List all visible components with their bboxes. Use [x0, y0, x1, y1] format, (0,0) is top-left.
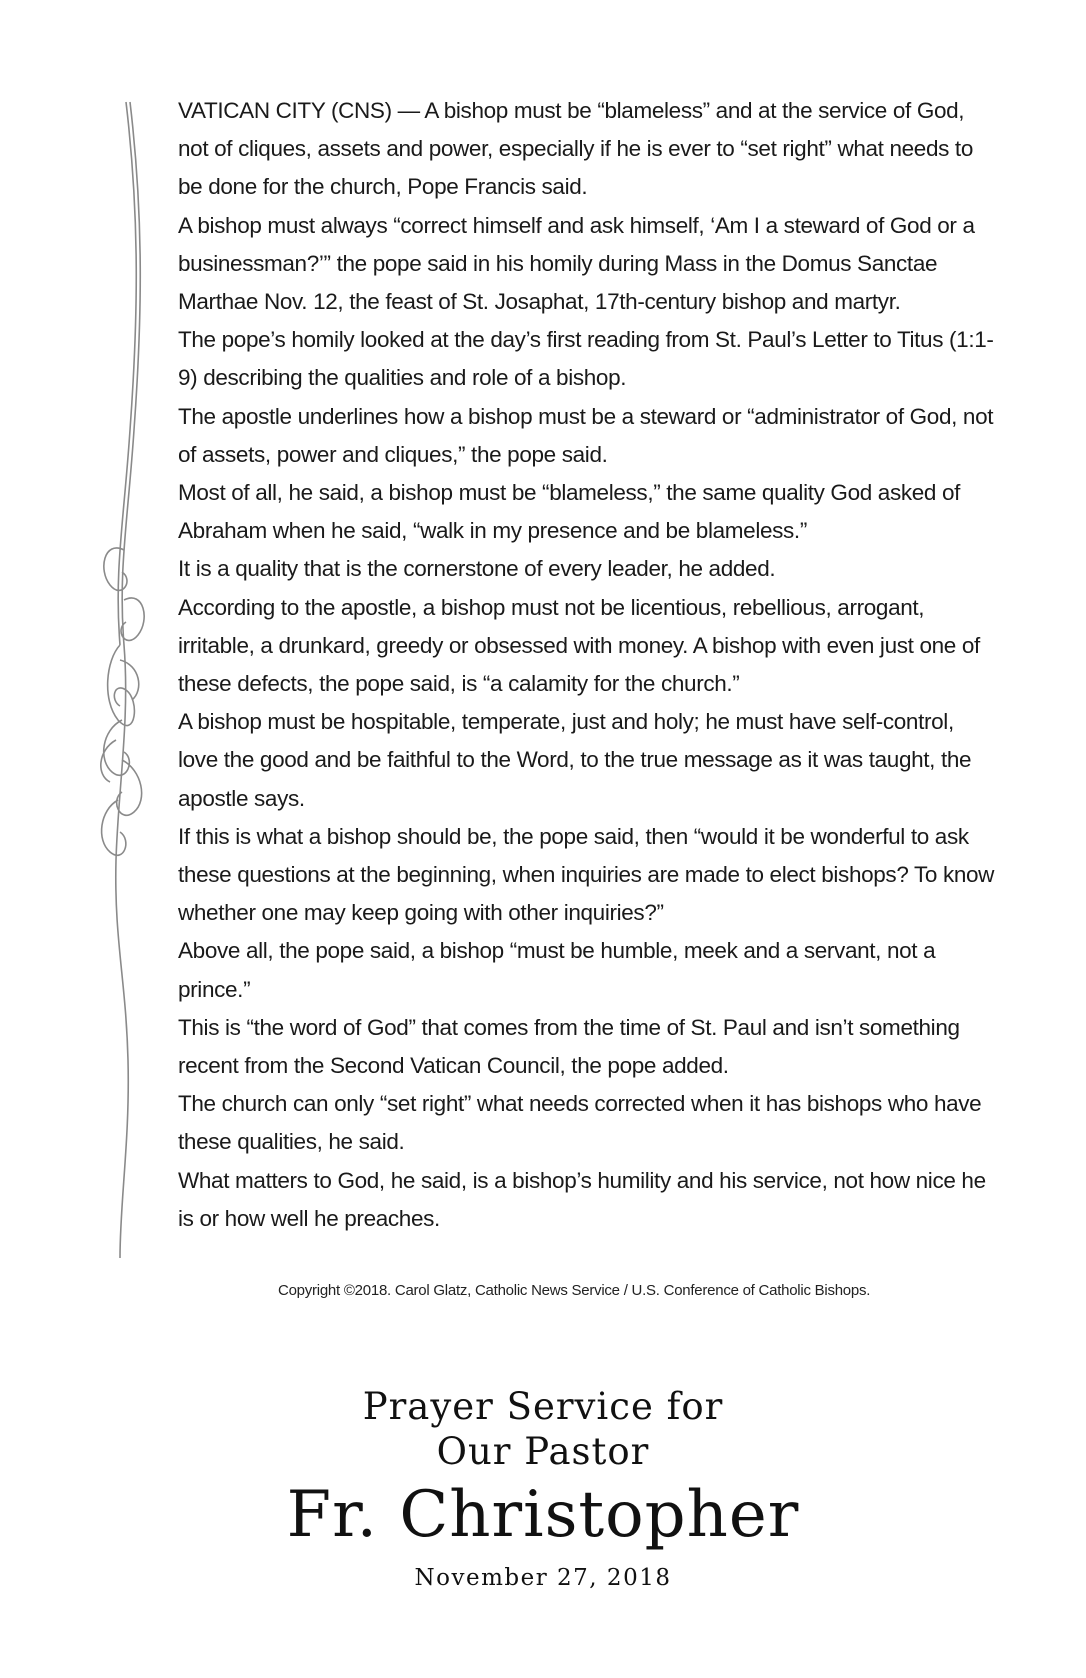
cover-title-line2: Our Pastor [436, 1430, 650, 1473]
pastor-name: Fr. Christopher [286, 1478, 800, 1552]
article-paragraph: This is “the word of God” that comes from the time of St. Paul and isn’t something recent from the Second Vatican Council, the pope added. [178, 1014, 960, 1079]
article-paragraph: VATICAN CITY (CNS) — A bishop must be “blameless” and at the service of God, not of cliques, assets and power, especially if he is ever to “set right” what needs to be done for the church, Pope Francis said. [178, 98, 973, 200]
article-paragraph: Above all, the pope said, a bishop “must be humble, meek and a servant, not a prince.” [178, 938, 936, 1002]
copyright-notice: Copyright ©2018. Carol Glatz, Catholic News Service / U.S. Conference of Catholic Bishops. [278, 1282, 871, 1299]
service-date: November 27, 2018 [414, 1565, 672, 1591]
article-paragraph: Most of all, he said, a bishop must be “blameless,” the same quality God asked of Abraham when he said, “walk in my presence and be blameless.” [178, 480, 961, 544]
article-paragraph: The pope’s homily looked at the day’s first reading from St. Paul’s Letter to Titus (1:1-9) describing the qualities and role of a bishop. [178, 327, 994, 391]
article-paragraph: The church can only “set right” what needs corrected when it has bishops who have these qualities, he said. [178, 1091, 982, 1155]
article-paragraph: It is a quality that is the cornerstone of every leader, he added. [178, 556, 776, 582]
article-paragraph: A bishop must be hospitable, temperate, just and holy; he must have self-control, love the good and be faithful to the Word, to the true message as it was taught, the apostle says. [178, 709, 972, 811]
article-paragraph: A bishop must always “correct himself and ask himself, ‘Am I a steward of God or a businessman?’” the pope said in his homily during Mass in the Domus Sanctae Marthae Nov. 12, the feast of St. Josaphat, 17th-century bishop and martyr. [178, 212, 975, 315]
article-paragraph: The apostle underlines how a bishop must be a steward or “administrator of God, not of assets, power and cliques,” the pope said. [178, 403, 994, 467]
flourish-ornament [96, 100, 152, 1260]
article-paragraph: What matters to God, he said, is a bishop’s humility and his service, not how nice he is or how well he preaches. [178, 1167, 986, 1231]
cover-title-line1: Prayer Service for [362, 1385, 724, 1428]
article-paragraph: According to the apostle, a bishop must not be licentious, rebellious, arrogant, irritable, a drunkard, greedy or obsessed with money. A bishop with even just one of these defects, the pope said, is “a calamity for the church.” [178, 594, 980, 697]
article-body [178, 92, 998, 1238]
article-paragraph: If this is what a bishop should be, the pope said, then “would it be wonderful to ask these questions at the beginning, when inquiries are made to elect bishops? To know whether one may keep going with other inquiries?” [178, 823, 995, 926]
